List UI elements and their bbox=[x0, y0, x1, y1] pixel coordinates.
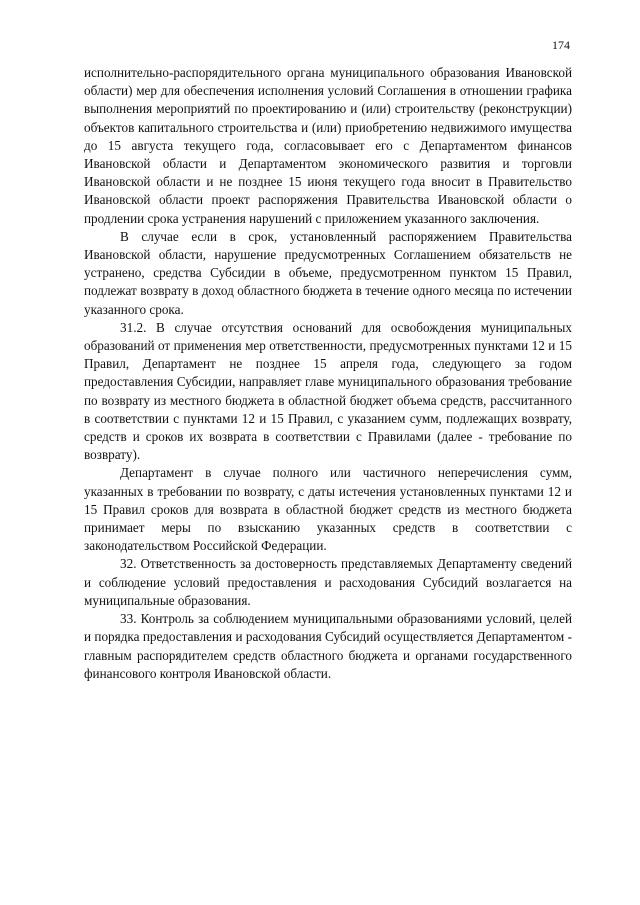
paragraph-department-recovery: Департамент в случае полного или частичного неперечисления сумм, указанных в требовании по возврату, с даты истечения установленных пунктами 12 и 15 Правил сроков для возврата в областной бюджет средств из местного бюджета принимает меры по взысканию указанных средств в соответствии с законодательством Российской Федерации. bbox=[84, 465, 572, 554]
paragraph-32: 32. Ответственность за достоверность представляемых Департаменту сведений и соблюдение условий предоставления и расходования Субсидий возлагается на муниципальные образования. bbox=[84, 556, 572, 608]
page-number: 174 bbox=[552, 38, 570, 52]
paragraph-continuation: исполнительно-распорядительного органа муниципального образования Ивановской области) мер для обеспечения исполнения условий Соглашения в отношении графика выполнения мероприятий по проектированию и (или) строительству (реконструкции) объектов капитального строительства и (или) приобретению недвижимого имущества до 15 августа текущего года, согласовывает его с Департаментом финансов Ивановской области и Департаментом экономического развития и торговли Ивановской области и не позднее 15 июня текущего года вносит в Правительство Ивановской области проект распоряжения Правительства Ивановской области о продлении срока устранения нарушений с приложением указанного заключения. bbox=[84, 65, 572, 226]
paragraph-33: 33. Контроль за соблюдением муниципальными образованиями условий, целей и порядка предоставления и расходования Субсидий осуществляется Департаментом - главным распорядителем средств областного бюджета и органами государственного финансового контроля Ивановской области. bbox=[84, 611, 572, 681]
document-body bbox=[84, 64, 572, 683]
paragraph-deadline-violation: В случае если в срок, установленный распоряжением Правительства Ивановской области, нарушение предусмотренных Соглашением обязательств не устранено, средства Субсидии в объеме, предусмотренном пунктом 15 Правил, подлежат возврату в доход областного бюджета в течение одного месяца по истечении указанного срока. bbox=[84, 228, 572, 317]
paragraph-31-2: 31.2. В случае отсутствия оснований для освобождения муниципальных образований от применения мер ответственности, предусмотренных пунктами 12 и 15 Правил, Департамент не позднее 15 апреля года, следующего за годом предоставления Субсидии, направляет главе муниципального образования требование по возврату из местного бюджета в областной бюджет объема средств, рассчитанного в соответствии с пунктами 12 и 15 Правил, с указанием сумм, подлежащих возврату, средств и сроков их возврата в соответствии с Правилами (далее - требование по возврату). bbox=[84, 319, 572, 463]
